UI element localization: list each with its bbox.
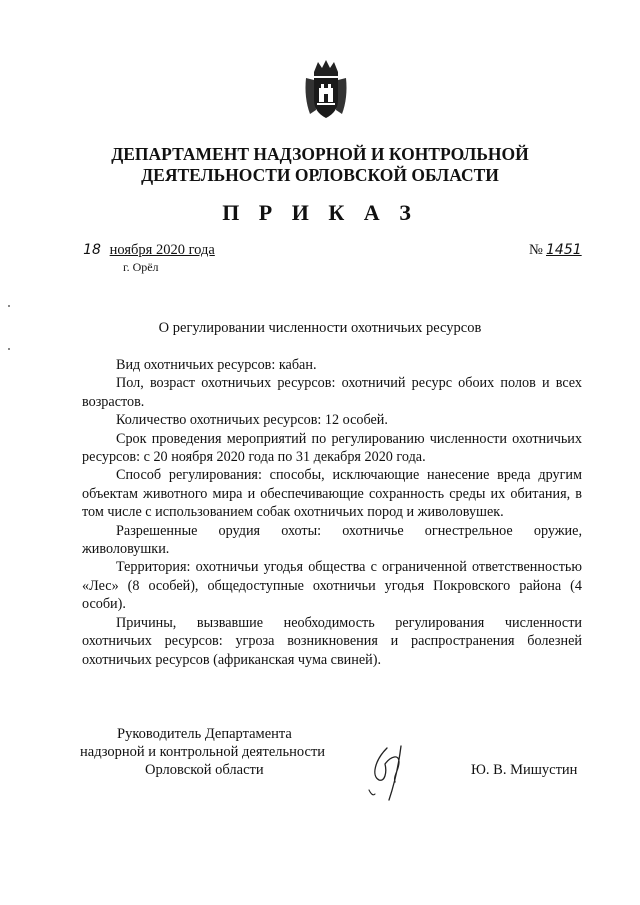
scan-speck bbox=[8, 305, 10, 307]
paragraph-method: Способ регулирования: способы, исключающие нанесение вреда другим объектам животного мира и обеспечивающие сохранность среды их обитания, в том числе с использованием собак охотничьих пород и живоловушек. bbox=[82, 467, 582, 521]
signatory-title-line3: Орловской области bbox=[145, 762, 264, 778]
order-number bbox=[529, 242, 585, 259]
scan-speck bbox=[8, 348, 10, 350]
signatory-title-line2: надзорной и контрольной деятельности bbox=[80, 744, 326, 760]
department-name-line1: ДЕПАРТАМЕНТ НАДЗОРНОЙ И КОНТРОЛЬНОЙ bbox=[111, 144, 529, 164]
order-date bbox=[78, 242, 215, 259]
paragraph-quantity: Количество охотничьих ресурсов: 12 особей. bbox=[116, 412, 388, 429]
handwritten-signature bbox=[365, 742, 417, 802]
signatory-name: Ю. В. Мишустин bbox=[471, 762, 578, 778]
number-prefix: № bbox=[529, 242, 543, 258]
paragraph-reasons: Причины, вызвавшие необходимость регулирования численности охотничьих ресурсов: угроза возникновения и распространения болезней охотничьих ресурсов (африканская чума свиней). bbox=[82, 614, 582, 668]
document-type-title: П Р И К А З bbox=[222, 200, 418, 225]
paragraph-tools: Разрешенные орудия охоты: охотничье огнестрельное оружие, живоловушки. bbox=[82, 522, 582, 558]
paragraph-territory: Территория: охотничьи угодья общества с ограниченной ответственностью «Лес» (8 особей), общедоступные охотничьи угодья Покровского района (4 особи). bbox=[82, 559, 582, 613]
handwritten-number: 1451 bbox=[546, 242, 582, 258]
date-text: ноября 2020 года bbox=[109, 242, 215, 258]
issue-city: г. Орёл bbox=[123, 260, 159, 274]
handwritten-day: 18 bbox=[83, 242, 101, 258]
paragraph-sex-age: Пол, возраст охотничьих ресурсов: охотничий ресурс обоих полов и всех возрастов. bbox=[82, 375, 582, 410]
department-name-line2: ДЕЯТЕЛЬНОСТИ ОРЛОВСКОЙ ОБЛАСТИ bbox=[141, 165, 499, 185]
order-subject: О регулировании численности охотничьих ресурсов bbox=[158, 320, 482, 336]
paragraph-period: Срок проведения мероприятий по регулированию численности охотничьих ресурсов: с 20 ноября 2020 года по 31 декабря 2020 года. bbox=[82, 430, 582, 466]
coat-of-arms-icon bbox=[304, 58, 348, 120]
order-body bbox=[82, 356, 582, 669]
paragraph-species: Вид охотничьих ресурсов: кабан. bbox=[116, 357, 317, 373]
signatory-title-line1: Руководитель Департамента bbox=[117, 726, 292, 742]
